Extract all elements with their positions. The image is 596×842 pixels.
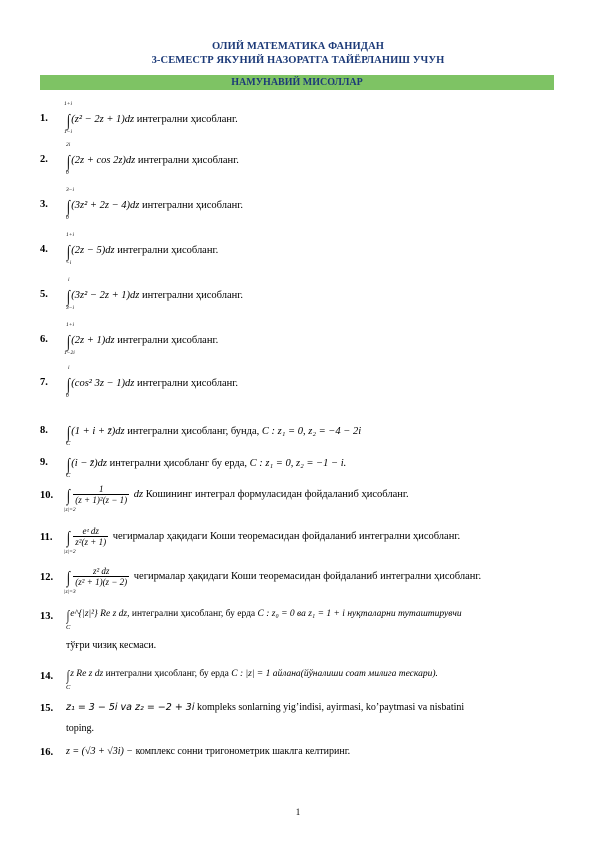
lower-limit: 0 (66, 393, 69, 399)
upper-limit: 1+i (66, 322, 74, 328)
problem-text: чегирмалар ҳақидаги Коши теоремасидан фойдаланиб интегрални ҳисобланг. (112, 530, 461, 542)
problem-text: Кошининг интеграл формуласидан фойдаланиб ҳисобланг. (145, 488, 409, 500)
problem-line (66, 746, 350, 757)
problem-text: интегрални ҳисобланг, бу ерда (131, 609, 256, 619)
item-number: 4. (40, 244, 48, 255)
integral-sign-icon: ∫ (66, 423, 70, 442)
problem-line (66, 566, 481, 588)
item-number: 12. (40, 572, 54, 583)
math-expression: (3z² − 2z + 1)dz (71, 290, 140, 301)
problem-continuation: тўғри чизиқ кесмаси. (66, 640, 157, 651)
integral-sign-icon: ∫ (66, 527, 70, 547)
integral-sign-icon: ∫ (66, 485, 70, 505)
problem-line (66, 111, 238, 131)
integral-sign-icon: ∫ (66, 111, 70, 130)
condition-expression: C : z₁ = 0, z₂ = −1 − i. (249, 458, 347, 469)
math-expression: (2z + 1)dz (71, 335, 115, 346)
integral-sign-icon: ∫ (66, 669, 70, 684)
problem-line (66, 455, 346, 475)
fraction-denominator: z²(z + 1) (75, 537, 107, 547)
problem-text: интегрални ҳисобланг, бу ерда (105, 669, 229, 679)
integral-sign-icon: ∫ (66, 197, 70, 216)
upper-limit: 1+i (64, 101, 72, 107)
problem-line (66, 332, 218, 352)
integral-sign-icon: ∫ (66, 375, 70, 394)
title-line-2: 3-СЕМЕСТР ЯКУНИЙ НАЗОРАТГА ТАЙЁРЛАНИШ УЧУН (151, 55, 445, 66)
problem-text: интегрални ҳисобланг бу ерда, (109, 458, 248, 469)
problem-text: kompleks sonlarning yig’indisi, ayirmasi, ko’paytmasi va nisbatini (197, 702, 465, 713)
condition-expression: C : z₀ = 0 ва z₁ = 1 + i нуқталарни туташтирувчи (257, 609, 462, 619)
problem-text: интегрални ҳисобланг, бунда, (127, 426, 260, 437)
problem-line (66, 287, 243, 307)
problem-line (66, 484, 409, 506)
math-expression: (i − z̄)dz (71, 458, 107, 469)
item-number: 6. (40, 334, 48, 345)
fraction (73, 566, 129, 587)
fraction-numerator: 1 (73, 484, 129, 495)
problem-text: комплекс сонни тригонометрик шаклга келтиринг. (135, 746, 351, 757)
item-number: 9. (40, 457, 48, 468)
contour-label: C (66, 684, 71, 691)
item-number: 16. (40, 747, 54, 758)
lower-limit: 0 (66, 170, 69, 176)
item-number: 8. (40, 425, 48, 436)
item-number: 2. (40, 154, 48, 165)
math-expression: z₁ = 3 − 5i va z₂ = −2 + 3i (66, 702, 195, 713)
math-expression: e^{|z|²} Re z dz, (70, 609, 130, 619)
integral-sign-icon: ∫ (66, 152, 70, 171)
condition-expression: C : z₁ = 0, z₂ = −4 − 2i (261, 426, 362, 437)
item-number: 13. (40, 611, 54, 622)
lower-limit: −i (66, 260, 72, 266)
item-number: 7. (40, 377, 48, 388)
math-expression: (2z + cos 2z)dz (71, 155, 136, 166)
problem-text: интегрални ҳисобланг. (137, 155, 239, 166)
problem-line (66, 609, 462, 625)
problem-line (66, 242, 218, 262)
lower-limit: 3−i (66, 305, 74, 311)
problem-text: интегрални ҳисобланг. (142, 200, 244, 211)
contour-label: |z|=2 (64, 507, 76, 513)
item-number: 15. (40, 703, 54, 714)
problem-text: интегрални ҳисобланг. (136, 114, 238, 125)
fraction-denominator: (z + 1)²(z − 1) (75, 495, 128, 505)
problem-line (66, 526, 460, 548)
integral-sign-icon: ∫ (66, 332, 70, 351)
problem-line (66, 375, 238, 395)
contour-label: C (66, 440, 71, 447)
upper-limit: i (68, 277, 70, 283)
contour-label: C (66, 624, 71, 631)
item-number: 10. (40, 490, 54, 501)
item-number: 3. (40, 199, 48, 210)
fraction-denominator: (z² + 1)(z − 2) (75, 577, 128, 587)
math-expression: (3z² + 2z − 4)dz (71, 200, 140, 211)
item-number: 5. (40, 289, 48, 300)
problem-line (66, 152, 239, 172)
contour-label: |z|=3 (64, 589, 76, 595)
section-banner: НАМУНАВИЙ МИСОЛЛАР (40, 75, 554, 90)
item-number: 11. (40, 532, 53, 543)
problem-text: чегирмалар ҳақидаги Коши теоремасидан фойдаланиб интегрални ҳисобланг. (133, 570, 482, 582)
problem-text: интегрални ҳисобланг. (117, 335, 219, 346)
problem-continuation: toping. (66, 723, 95, 734)
problem-text: интегрални ҳисобланг. (142, 290, 244, 301)
contour-label: |z|=2 (64, 549, 76, 555)
condition-expression: C : |z| = 1 айлана(йўналиши соат милига тескари). (231, 669, 438, 679)
upper-limit: 2i (66, 142, 71, 148)
math-expression: (2z − 5)dz (71, 245, 115, 256)
lower-limit: 0 (66, 215, 69, 221)
upper-limit: 3−i (66, 187, 74, 193)
page-number: 1 (295, 807, 301, 817)
problem-line (66, 702, 464, 713)
fraction (73, 526, 108, 547)
lower-limit: 1−i (64, 129, 72, 135)
problem-text: интегрални ҳисобланг. (136, 378, 238, 389)
contour-label: C (66, 472, 71, 479)
fraction-numerator: z² dz (73, 566, 129, 577)
math-expression: (1 + i + z̄)dz (71, 426, 125, 437)
item-number: 14. (40, 671, 54, 682)
math-expression: (cos² 3z − 1)dz (71, 378, 135, 389)
integral-sign-icon: ∫ (66, 287, 70, 306)
upper-limit: i (68, 365, 70, 371)
problem-line (66, 669, 438, 685)
fraction (73, 484, 129, 505)
problem-line (66, 423, 361, 443)
integral-sign-icon: ∫ (66, 567, 70, 587)
problem-text: интегрални ҳисобланг. (117, 245, 219, 256)
title-line-1: ОЛИЙ МАТЕМАТИКА ФАНИДАН (211, 41, 385, 52)
lower-limit: 1−2i (64, 350, 75, 356)
math-expression: (z² − 2z + 1)dz (71, 114, 135, 125)
math-expression: z = (√3 + √3i) − (66, 746, 134, 757)
integral-sign-icon: ∫ (66, 609, 70, 624)
integral-sign-icon: ∫ (66, 242, 70, 261)
upper-limit: 1+i (66, 232, 74, 238)
problem-line (66, 197, 243, 217)
math-expression: z Re z dz (70, 669, 104, 679)
integral-sign-icon: ∫ (66, 455, 70, 474)
item-number: 1. (40, 113, 48, 124)
fraction-numerator: eᶻ dz (73, 526, 108, 537)
math-expression: dz (133, 488, 144, 500)
